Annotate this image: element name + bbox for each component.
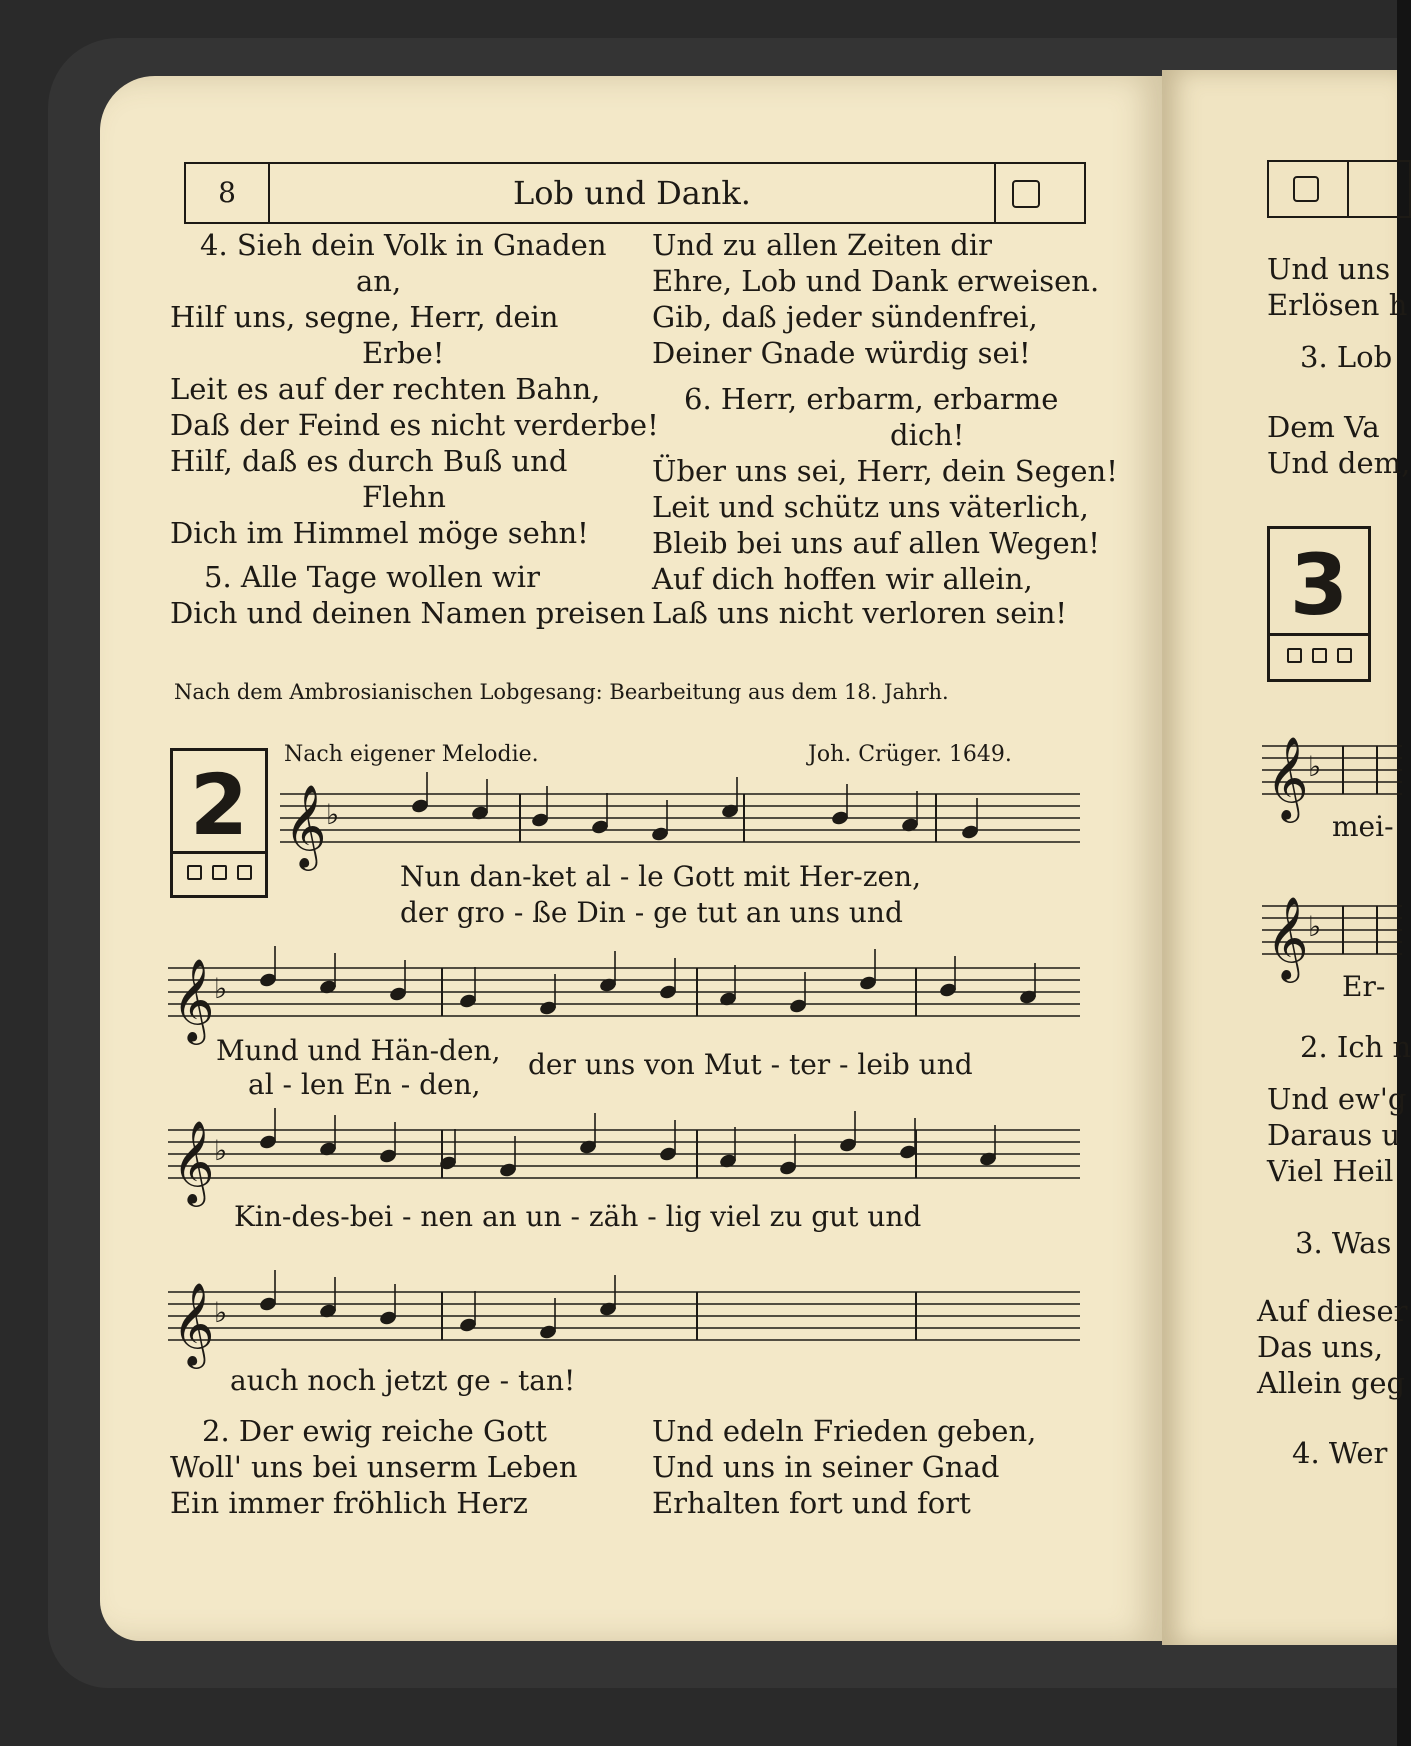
hymn-number-box — [170, 748, 268, 898]
verse-line: Und uns in seiner Gnad — [652, 1450, 1000, 1484]
page-number: 8 — [186, 164, 270, 222]
verse-line: Ein immer fröhlich Herz — [170, 1486, 528, 1520]
treble-clef-icon: 𝄞 — [172, 957, 215, 1041]
verse-line: Leit und schütz uns väterlich, — [652, 490, 1089, 524]
verse-line: 4. Sieh dein Volk in Gnaden — [200, 228, 607, 262]
lyrics-line: auch noch jetzt ge - tan! — [230, 1364, 576, 1397]
hymn-symbol-row — [173, 851, 265, 895]
page-header — [184, 162, 1086, 224]
verse-line: Auf dich hoffen wir allein, — [652, 562, 1033, 596]
music-staff-1 — [280, 778, 1080, 867]
hymn-number: 2 — [189, 756, 249, 854]
verse-line: an, — [356, 264, 402, 298]
flat-icon: ♭ — [1308, 750, 1322, 783]
square-icon — [1312, 648, 1327, 663]
treble-clef-icon: 𝄞 — [1266, 735, 1309, 819]
verse-line: Auf dieser — [1257, 1294, 1408, 1328]
lyrics-line: Mund und Hän-den, — [216, 1034, 501, 1067]
flat-icon: ♭ — [214, 1296, 228, 1329]
lyrics-line: Er- — [1342, 970, 1386, 1003]
verse-line: Und zu allen Zeiten dir — [652, 228, 992, 262]
verse-line: Deiner Gnade würdig sei! — [652, 336, 1031, 370]
page-title: Lob und Dank. — [270, 164, 996, 222]
music-staff-2 — [168, 952, 1080, 1041]
square-symbol-icon — [1012, 180, 1040, 208]
square-icon — [1287, 648, 1302, 663]
right-page-header — [1267, 160, 1411, 218]
lyrics-line: al - len En - den, — [248, 1068, 481, 1101]
flat-icon: ♭ — [214, 972, 228, 1005]
lyrics-line: der gro - ße Din - ge tut an uns und — [400, 896, 903, 929]
verse-line: Ehre, Lob und Dank erweisen. — [652, 264, 1100, 298]
verse-line: Viel Heil — [1267, 1154, 1394, 1188]
verse-line: Und ew'g — [1267, 1082, 1407, 1116]
verse-line: Daß der Feind es nicht verderbe! — [170, 408, 659, 442]
verse-line: Das uns, — [1257, 1330, 1384, 1364]
square-icon — [212, 865, 227, 880]
verse-line: Dich und deinen Namen preisen — [170, 596, 646, 630]
verse-line: dich! — [890, 418, 965, 452]
treble-clef-icon: 𝄞 — [172, 1119, 215, 1203]
source-attribution: Nach dem Ambrosianischen Lobgesang: Bearbeitung aus dem 18. Jahrh. — [174, 680, 949, 704]
left-page — [100, 76, 1162, 1641]
verse-line: 5. Alle Tage wollen wir — [204, 560, 540, 594]
verse-line: Gib, daß jeder sündenfrei, — [652, 300, 1038, 334]
verse-line: Bleib bei uns auf allen Wegen! — [652, 526, 1100, 560]
lyrics-line: Nun dan-ket al - le Gott mit Her-zen, — [400, 860, 921, 893]
music-staff-4 — [168, 1276, 1080, 1365]
music-staff-right-2 — [1262, 890, 1402, 979]
music-staff-right-1 — [1262, 730, 1402, 819]
verse-line: Erlösen h — [1267, 288, 1408, 322]
music-staff-3 — [168, 1114, 1080, 1203]
flat-icon: ♭ — [326, 798, 340, 831]
hymn-symbol-row — [1270, 633, 1368, 679]
verse-line: 2. Ich n — [1300, 1030, 1411, 1064]
verse-line: Daraus u — [1267, 1118, 1401, 1152]
verse-line: Und dem, — [1267, 446, 1411, 480]
verse-line: 3. Was — [1295, 1226, 1392, 1260]
square-icon — [187, 865, 202, 880]
verse-line: Allein geg — [1257, 1366, 1406, 1400]
lyrics-line: mei- — [1332, 810, 1394, 843]
treble-clef-icon: 𝄞 — [284, 783, 327, 867]
verse-line: Flehn — [362, 480, 446, 514]
verse-line: Leit es auf der rechten Bahn, — [170, 372, 601, 406]
treble-clef-icon: 𝄞 — [1266, 895, 1309, 979]
lyrics-line: Kin-des-bei - nen an un - zäh - lig viel zu gut und — [234, 1200, 922, 1233]
verse-line: Woll' uns bei unserm Leben — [170, 1450, 578, 1484]
verse-line: Und uns — [1267, 252, 1391, 286]
square-icon — [237, 865, 252, 880]
verse-line: Hilf uns, segne, Herr, dein — [170, 300, 559, 334]
square-icon — [1337, 648, 1352, 663]
verse-line: Erbe! — [362, 336, 445, 370]
hymn-number-box — [1267, 526, 1371, 682]
verse-line: Über uns sei, Herr, dein Segen! — [652, 454, 1118, 488]
flat-icon: ♭ — [1308, 910, 1322, 943]
flat-icon: ♭ — [214, 1134, 228, 1167]
verse-line: Und edeln Frieden geben, — [652, 1414, 1037, 1448]
melody-note: Nach eigener Melodie. — [284, 742, 539, 767]
composer: Joh. Crüger. 1649. — [808, 742, 1012, 767]
square-symbol-icon — [1293, 176, 1319, 202]
verse-line: 2. Der ewig reiche Gott — [202, 1414, 547, 1448]
verse-line: Erhalten fort und fort — [652, 1486, 971, 1520]
verse-line: 6. Herr, erbarm, erbarme — [684, 382, 1059, 416]
verse-line: Dich im Himmel möge sehn! — [170, 516, 589, 550]
verse-line: Dem Va — [1267, 410, 1380, 444]
hymn-number: 3 — [1289, 536, 1349, 634]
verse-line: Laß uns nicht verloren sein! — [652, 596, 1068, 630]
verse-line: Hilf, daß es durch Buß und — [170, 444, 568, 478]
treble-clef-icon: 𝄞 — [172, 1281, 215, 1365]
lyrics-line: der uns von Mut - ter - leib und — [528, 1048, 973, 1081]
right-page — [1162, 70, 1411, 1645]
verse-line: 3. Lob — [1300, 340, 1393, 374]
verse-line: 4. Wer — [1292, 1436, 1388, 1470]
